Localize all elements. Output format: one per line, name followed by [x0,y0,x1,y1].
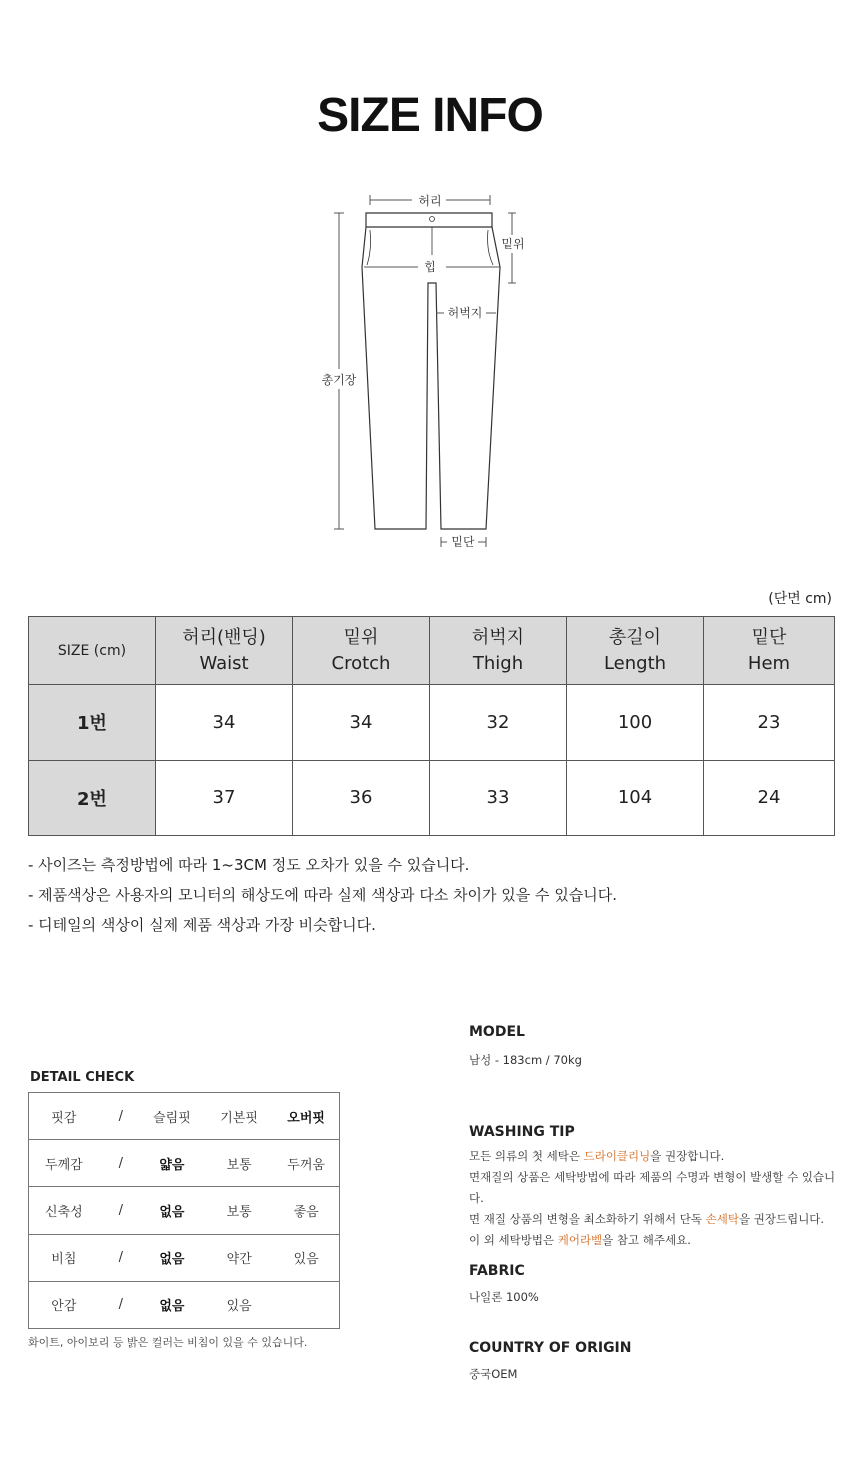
detail-label: 신축성 [29,1187,99,1234]
fabric-text: 나일론 100% [469,1290,539,1304]
detail-option: 약간 [205,1234,273,1281]
washing-highlight: 손세탁 [705,1212,739,1226]
model-title: MODEL [469,1024,525,1040]
detail-option: 있음 [205,1281,273,1328]
rise-label: 밑위 [501,237,525,251]
column-header-crotch: 밑위 Crotch [293,617,430,685]
size-table [28,616,835,836]
detail-option: 얇음 [139,1140,205,1187]
detail-label: 핏감 [29,1093,99,1140]
detail-separator: / [103,1281,139,1328]
washing-line: 면재질의 상품은 세탁방법에 따라 제품의 수명과 변형이 발생할 수 있습니다. [469,1170,836,1205]
washing-title: WASHING TIP [469,1124,575,1140]
detail-row [29,1187,340,1234]
detail-separator: / [103,1187,139,1234]
row-label: 2번 [29,760,156,836]
detail-option: 보통 [205,1140,273,1187]
table-cell: 24 [704,760,835,836]
origin-text: 중국OEM [469,1367,518,1381]
length-measure [334,213,344,529]
origin-section [469,1340,849,1385]
column-header-waist: 허리(밴딩) Waist [156,617,293,685]
waist-label: 허리 [418,194,442,208]
detail-option: 좋음 [273,1187,339,1234]
detail-option: 슬림핏 [139,1093,205,1140]
column-header-length: 총길이 Length [567,617,704,685]
unit-label: (단면 cm) [768,591,832,607]
detail-option: 보통 [205,1187,273,1234]
detail-option: 없음 [139,1281,205,1328]
table-cell: 104 [567,760,704,836]
detail-label: 두께감 [29,1140,99,1187]
detail-option: 없음 [139,1234,205,1281]
detail-option: 없음 [139,1187,205,1234]
table-cell: 36 [293,760,430,836]
detail-option: 오버핏 [273,1093,339,1140]
hip-label: 힙 [424,260,436,274]
table-cell: 37 [156,760,293,836]
detail-row [29,1140,340,1187]
column-header-thigh: 허벅지 Thigh [430,617,567,685]
column-header-hem: 밑단 Hem [704,617,835,685]
note-text: - 사이즈는 측정방법에 따라 1~3CM 정도 오차가 있을 수 있습니다. [28,856,470,874]
detail-label: 비침 [29,1234,99,1281]
table-row [29,685,835,761]
thigh-label: 허벅지 [447,306,483,320]
washing-section [469,1124,849,1251]
detail-option: 있음 [273,1234,339,1281]
washing-line: 면 재질 상품의 변형을 최소화하기 위해서 단독 손세탁을 권장드립니다. [469,1212,825,1226]
note-text: - 디테일의 색상이 실제 제품 색상과 가장 비슷합니다. [28,916,376,934]
pants-diagram [300,185,560,555]
washing-line: 모든 의류의 첫 세탁은 드라이클리닝을 권장합니다. [469,1149,725,1163]
note-text: - 제품색상은 사용자의 모니터의 해상도에 따라 실제 색상과 다소 차이가 있을 수 있습니다. [28,886,618,904]
washing-highlight: 케어라벨 [557,1233,603,1247]
table-cell: 23 [704,685,835,761]
model-section [469,1024,849,1071]
detail-option: 두꺼움 [273,1140,339,1187]
size-notes [28,856,617,946]
table-cell: 34 [293,685,430,761]
model-text: 남성 - 183cm / 70kg [469,1053,582,1067]
table-cell: 100 [567,685,704,761]
table-cell: 34 [156,685,293,761]
detail-separator: / [103,1140,139,1187]
detail-option: 기본핏 [205,1093,273,1140]
detail-row [29,1281,340,1328]
table-cell: 33 [430,760,567,836]
detail-option [273,1281,339,1328]
fabric-section [469,1263,849,1308]
washing-highlight: 드라이클리닝 [583,1149,651,1163]
detail-separator: / [103,1093,139,1140]
detail-row [29,1234,340,1281]
table-cell: 32 [430,685,567,761]
origin-title: COUNTRY OF ORIGIN [469,1340,632,1356]
detail-row [29,1093,340,1140]
detail-label: 안감 [29,1281,99,1328]
detail-separator: / [103,1234,139,1281]
hem-label: 밑단 [451,535,475,549]
fabric-title: FABRIC [469,1263,525,1279]
page-title: SIZE INFO [317,89,543,142]
length-label: 총기장 [321,373,357,387]
size-table-corner: SIZE (cm) [29,617,156,685]
table-row [29,760,835,836]
detail-check-table [28,1092,340,1329]
detail-check-title: DETAIL CHECK [30,1070,135,1085]
row-label: 1번 [29,685,156,761]
detail-check-note: 화이트, 아이보리 등 밝은 컬러는 비침이 있을 수 있습니다. [28,1336,308,1349]
washing-line: 이 외 세탁방법은 케어라벨을 참고 해주세요. [469,1233,691,1247]
